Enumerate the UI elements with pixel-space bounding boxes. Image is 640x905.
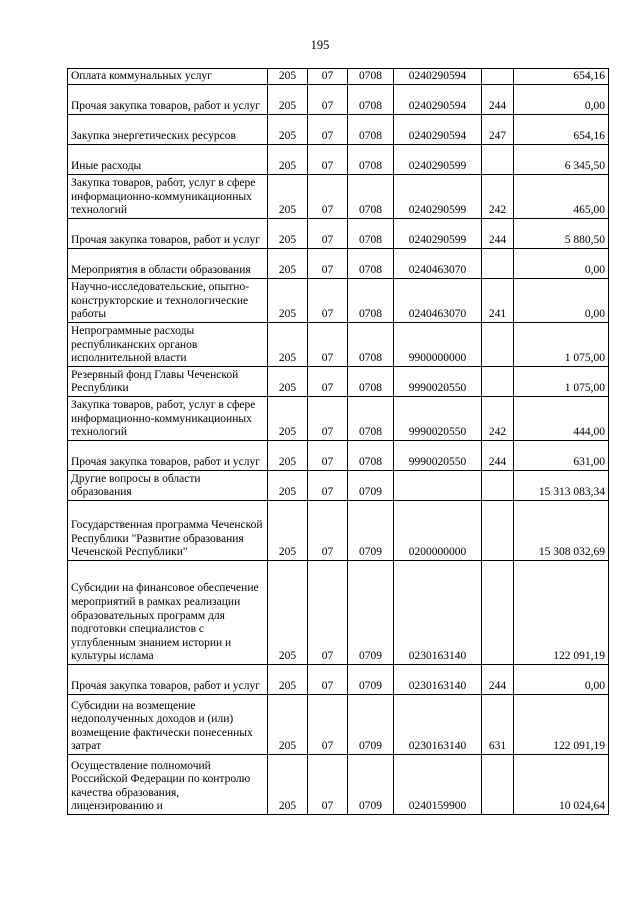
row-name-cell: Прочая закупка товаров, работ и услуг bbox=[68, 441, 268, 471]
budget-table bbox=[67, 68, 609, 815]
amount-cell: 0,00 bbox=[514, 279, 609, 323]
row-name-cell: Закупка энергетических ресурсов bbox=[68, 115, 268, 145]
section-code-cell: 07 bbox=[308, 279, 348, 323]
section-code-cell: 07 bbox=[308, 323, 348, 367]
subsection-code-cell: 0708 bbox=[348, 219, 394, 249]
target-article-cell: 0230163140 bbox=[394, 561, 482, 665]
expense-type-cell: 244 bbox=[482, 85, 514, 115]
table-row bbox=[68, 323, 609, 367]
target-article-cell: 0240463070 bbox=[394, 249, 482, 279]
amount-cell: 15 308 032,69 bbox=[514, 501, 609, 561]
ministry-code-cell: 205 bbox=[268, 501, 308, 561]
amount-cell: 654,16 bbox=[514, 69, 609, 85]
expense-type-cell: 244 bbox=[482, 665, 514, 695]
target-article-cell: 0230163140 bbox=[394, 665, 482, 695]
section-code-cell: 07 bbox=[308, 69, 348, 85]
expense-type-cell: 244 bbox=[482, 441, 514, 471]
target-article-cell: 9990020550 bbox=[394, 397, 482, 441]
row-name-cell: Субсидии на возмещение недополученных доходов и (или) возмещение фактически понесенных затрат bbox=[68, 695, 268, 755]
ministry-code-cell: 205 bbox=[268, 323, 308, 367]
section-code-cell: 07 bbox=[308, 695, 348, 755]
section-code-cell: 07 bbox=[308, 501, 348, 561]
amount-cell: 10 024,64 bbox=[514, 755, 609, 815]
page-number: 195 bbox=[310, 38, 330, 52]
target-article-cell: 0240290599 bbox=[394, 175, 482, 219]
subsection-code-cell: 0709 bbox=[348, 755, 394, 815]
amount-cell: 654,16 bbox=[514, 115, 609, 145]
section-code-cell: 07 bbox=[308, 145, 348, 175]
expense-type-cell bbox=[482, 501, 514, 561]
table-row bbox=[68, 441, 609, 471]
expense-type-cell: 241 bbox=[482, 279, 514, 323]
section-code-cell: 07 bbox=[308, 219, 348, 249]
row-name-cell: Закупка товаров, работ, услуг в сфере информационно-коммуникационных технологий bbox=[68, 175, 268, 219]
amount-cell: 0,00 bbox=[514, 85, 609, 115]
expense-type-cell bbox=[482, 367, 514, 397]
row-name-cell: Прочая закупка товаров, работ и услуг bbox=[68, 219, 268, 249]
target-article-cell: 0200000000 bbox=[394, 501, 482, 561]
section-code-cell: 07 bbox=[308, 367, 348, 397]
subsection-code-cell: 0709 bbox=[348, 665, 394, 695]
target-article-cell: 9900000000 bbox=[394, 323, 482, 367]
target-article-cell: 9990020550 bbox=[394, 441, 482, 471]
table-row bbox=[68, 665, 609, 695]
subsection-code-cell: 0708 bbox=[348, 69, 394, 85]
row-name-cell: Осуществление полномочий Российской Федерации по контролю качества образования, лицензированию и bbox=[68, 755, 268, 815]
section-code-cell: 07 bbox=[308, 441, 348, 471]
amount-cell: 5 880,50 bbox=[514, 219, 609, 249]
ministry-code-cell: 205 bbox=[268, 665, 308, 695]
ministry-code-cell: 205 bbox=[268, 755, 308, 815]
ministry-code-cell: 205 bbox=[268, 279, 308, 323]
table-row bbox=[68, 501, 609, 561]
target-article-cell: 9990020550 bbox=[394, 367, 482, 397]
ministry-code-cell: 205 bbox=[268, 367, 308, 397]
expense-type-cell bbox=[482, 249, 514, 279]
table-row bbox=[68, 219, 609, 249]
target-article-cell: 0240463070 bbox=[394, 279, 482, 323]
section-code-cell: 07 bbox=[308, 115, 348, 145]
amount-cell: 631,00 bbox=[514, 441, 609, 471]
subsection-code-cell: 0709 bbox=[348, 695, 394, 755]
subsection-code-cell: 0708 bbox=[348, 323, 394, 367]
subsection-code-cell: 0708 bbox=[348, 115, 394, 145]
amount-cell: 122 091,19 bbox=[514, 695, 609, 755]
row-name-cell: Мероприятия в области образования bbox=[68, 249, 268, 279]
target-article-cell: 0240290599 bbox=[394, 219, 482, 249]
amount-cell: 0,00 bbox=[514, 249, 609, 279]
budget-table-body bbox=[68, 69, 609, 815]
table-row bbox=[68, 115, 609, 145]
amount-cell: 1 075,00 bbox=[514, 323, 609, 367]
row-name-cell: Оплата коммунальных услуг bbox=[68, 69, 268, 85]
ministry-code-cell: 205 bbox=[268, 69, 308, 85]
row-name-cell: Резервный фонд Главы Чеченской Республики bbox=[68, 367, 268, 397]
row-name-cell: Прочая закупка товаров, работ и услуг bbox=[68, 85, 268, 115]
row-name-cell: Прочая закупка товаров, работ и услуг bbox=[68, 665, 268, 695]
amount-cell: 6 345,50 bbox=[514, 145, 609, 175]
target-article-cell: 0240290594 bbox=[394, 115, 482, 145]
expense-type-cell: 242 bbox=[482, 397, 514, 441]
ministry-code-cell: 205 bbox=[268, 115, 308, 145]
table-row bbox=[68, 561, 609, 665]
target-article-cell: 0240290599 bbox=[394, 145, 482, 175]
expense-type-cell: 247 bbox=[482, 115, 514, 145]
table-row bbox=[68, 69, 609, 85]
expense-type-cell bbox=[482, 69, 514, 85]
row-name-cell: Иные расходы bbox=[68, 145, 268, 175]
ministry-code-cell: 205 bbox=[268, 397, 308, 441]
amount-cell: 465,00 bbox=[514, 175, 609, 219]
ministry-code-cell: 205 bbox=[268, 441, 308, 471]
table-row bbox=[68, 471, 609, 501]
section-code-cell: 07 bbox=[308, 85, 348, 115]
target-article-cell: 0230163140 bbox=[394, 695, 482, 755]
target-article-cell: 0240290594 bbox=[394, 85, 482, 115]
expense-type-cell bbox=[482, 145, 514, 175]
row-name-cell: Другие вопросы в области образования bbox=[68, 471, 268, 501]
section-code-cell: 07 bbox=[308, 665, 348, 695]
row-name-cell: Закупка товаров, работ, услуг в сфере информационно-коммуникационных технологий bbox=[68, 397, 268, 441]
amount-cell: 1 075,00 bbox=[514, 367, 609, 397]
subsection-code-cell: 0708 bbox=[348, 279, 394, 323]
amount-cell: 122 091,19 bbox=[514, 561, 609, 665]
table-row bbox=[68, 145, 609, 175]
subsection-code-cell: 0708 bbox=[348, 85, 394, 115]
ministry-code-cell: 205 bbox=[268, 249, 308, 279]
section-code-cell: 07 bbox=[308, 249, 348, 279]
section-code-cell: 07 bbox=[308, 561, 348, 665]
table-row bbox=[68, 85, 609, 115]
amount-cell: 444,00 bbox=[514, 397, 609, 441]
ministry-code-cell: 205 bbox=[268, 561, 308, 665]
section-code-cell: 07 bbox=[308, 397, 348, 441]
expense-type-cell: 242 bbox=[482, 175, 514, 219]
ministry-code-cell: 205 bbox=[268, 695, 308, 755]
expense-type-cell: 631 bbox=[482, 695, 514, 755]
table-row bbox=[68, 367, 609, 397]
subsection-code-cell: 0708 bbox=[348, 145, 394, 175]
expense-type-cell bbox=[482, 323, 514, 367]
ministry-code-cell: 205 bbox=[268, 175, 308, 219]
table-row bbox=[68, 249, 609, 279]
table-row bbox=[68, 279, 609, 323]
amount-cell: 0,00 bbox=[514, 665, 609, 695]
row-name-cell: Государственная программа Чеченской Республики "Развитие образования Чеченской Республики" bbox=[68, 501, 268, 561]
row-name-cell: Научно-исследовательские, опытно-конструкторские и технологические работы bbox=[68, 279, 268, 323]
row-name-cell: Субсидии на финансовое обеспечение мероприятий в рамках реализации образовательных программ для подготовки специалистов с углубленным знанием истории и культуры ислама bbox=[68, 561, 268, 665]
subsection-code-cell: 0708 bbox=[348, 249, 394, 279]
expense-type-cell bbox=[482, 471, 514, 501]
target-article-cell: 0240290594 bbox=[394, 69, 482, 85]
ministry-code-cell: 205 bbox=[268, 219, 308, 249]
table-row bbox=[68, 755, 609, 815]
table-row bbox=[68, 175, 609, 219]
row-name-cell: Непрограммные расходы республиканских органов исполнительной власти bbox=[68, 323, 268, 367]
section-code-cell: 07 bbox=[308, 755, 348, 815]
section-code-cell: 07 bbox=[308, 471, 348, 501]
subsection-code-cell: 0708 bbox=[348, 367, 394, 397]
expense-type-cell: 244 bbox=[482, 219, 514, 249]
subsection-code-cell: 0708 bbox=[348, 397, 394, 441]
subsection-code-cell: 0709 bbox=[348, 501, 394, 561]
table-row bbox=[68, 397, 609, 441]
target-article-cell bbox=[394, 471, 482, 501]
ministry-code-cell: 205 bbox=[268, 145, 308, 175]
subsection-code-cell: 0709 bbox=[348, 471, 394, 501]
section-code-cell: 07 bbox=[308, 175, 348, 219]
expense-type-cell bbox=[482, 561, 514, 665]
ministry-code-cell: 205 bbox=[268, 85, 308, 115]
subsection-code-cell: 0708 bbox=[348, 175, 394, 219]
expense-type-cell bbox=[482, 755, 514, 815]
subsection-code-cell: 0709 bbox=[348, 561, 394, 665]
amount-cell: 15 313 083,34 bbox=[514, 471, 609, 501]
ministry-code-cell: 205 bbox=[268, 471, 308, 501]
target-article-cell: 0240159900 bbox=[394, 755, 482, 815]
subsection-code-cell: 0708 bbox=[348, 441, 394, 471]
table-row bbox=[68, 695, 609, 755]
